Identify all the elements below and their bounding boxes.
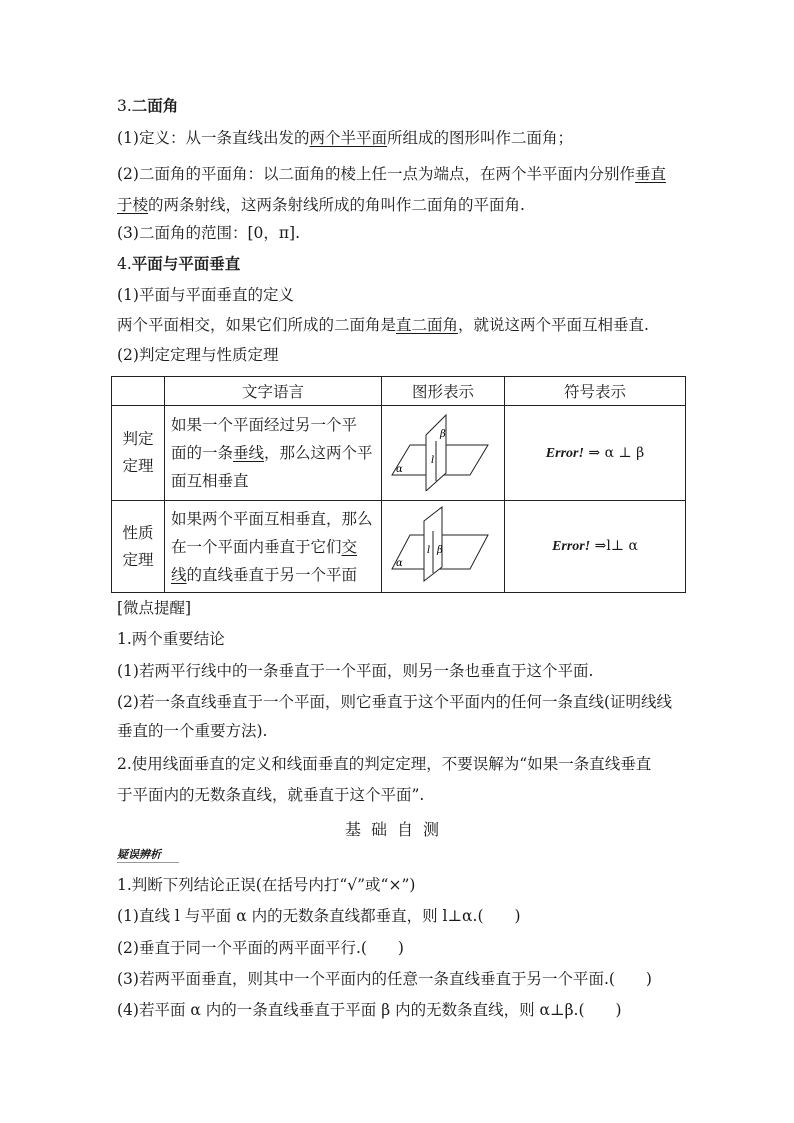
- tip-heading: [微点提醒]: [117, 599, 192, 617]
- question-1: 1.判断下列结论正误(在括号内打“√”或“×”): [117, 876, 416, 894]
- misconception-label: 疑误辨析: [117, 848, 161, 861]
- symbol-criterion: Error! ⇒ α ⊥ β: [505, 406, 686, 501]
- section-heading: 基础自测: [344, 820, 449, 839]
- row-text-criterion: 如果一个平面经过另一个平 面的一条垂线，那么这两个平 面互相垂直: [165, 406, 382, 501]
- question-1c: (3)若两平面垂直，则其中一个平面内的任意一条直线垂直于另一个平面.( ): [117, 970, 652, 988]
- row-label-criterion: 判定 定理: [112, 406, 165, 501]
- l-label: l: [431, 455, 435, 466]
- theorem-table: [111, 376, 686, 593]
- plane-perp-def: 两个平面相交，如果它们所成的二面角是直二面角，就说这两个平面互相垂直.: [117, 316, 649, 334]
- symbol-property: Error! ⇒l⊥ α: [505, 501, 686, 593]
- header-figure: 图形表示: [382, 377, 505, 406]
- tip-2: 2.使用线面垂直的定义和线面垂直的判定定理，不要误解为“如果一条直线垂直: [117, 755, 652, 773]
- l-label-2: l: [427, 544, 431, 556]
- perpendicular-planes-figure: [388, 411, 498, 491]
- question-1d: (4)若平面 α 内的一条直线垂直于平面 β 内的无数条直线，则 α⊥β.( ): [117, 1001, 622, 1019]
- alpha-label-2: α: [396, 557, 403, 569]
- section-4-title: 4.平面与平面垂直: [117, 254, 241, 273]
- table-header-row: [112, 377, 686, 406]
- theorem-title: (2)判定定理与性质定理: [117, 346, 279, 364]
- plane-perp-def-title: (1)平面与平面垂直的定义: [117, 286, 294, 304]
- dihedral-plane-angle-cont: 于棱的两条射线，这两条射线所成的角叫作二面角的平面角.: [117, 196, 525, 214]
- dihedral-definition: (1)定义：从一条直线出发的两个半平面所组成的图形叫作二面角；: [117, 129, 573, 147]
- tip-1b: (2)若一条直线垂直于一个平面，则它垂直于这个平面内的任何一条直线(证明线线: [117, 693, 673, 711]
- question-1a: (1)直线 l 与平面 α 内的无数条直线都垂直，则 l⊥α.( ): [117, 907, 521, 925]
- perpendicular-planes-figure-2: [388, 505, 498, 585]
- header-empty: [112, 377, 165, 406]
- question-1b: (2)垂直于同一个平面的两平面平行.( ): [117, 939, 404, 957]
- dihedral-range: (3)二面角的范围：[0，π].: [117, 224, 301, 242]
- table-row: [112, 501, 686, 593]
- dihedral-plane-angle: (2)二面角的平面角：以二面角的棱上任一点为端点，在两个半平面内分别作垂直: [117, 165, 666, 183]
- row-label-property: 性质 定理: [112, 501, 165, 593]
- figure-property: [382, 501, 505, 593]
- section-3-title: 3.二面角: [117, 96, 179, 115]
- figure-criterion: [382, 406, 505, 501]
- alpha-label: α: [396, 464, 403, 475]
- beta-label: β: [440, 429, 446, 440]
- header-symbol: 符号表示: [505, 377, 686, 406]
- label-underline: [117, 862, 179, 863]
- beta-label-2: β: [437, 544, 443, 556]
- tip-1-title: 1.两个重要结论: [117, 630, 225, 648]
- tip-2-cont: 于平面内的无数条直线，就垂直于这个平面”.: [117, 786, 425, 804]
- header-text: 文字语言: [165, 377, 382, 406]
- tip-1a: (1)若两平行线中的一条垂直于一个平面，则另一条也垂直于这个平面.: [117, 662, 594, 680]
- tip-1b-cont: 垂直的一个重要方法).: [117, 722, 268, 740]
- table-row: [112, 406, 686, 501]
- row-text-property: 如果两个平面互相垂直，那么 在一个平面内垂直于它们交 线的直线垂直于另一个平面: [165, 501, 382, 593]
